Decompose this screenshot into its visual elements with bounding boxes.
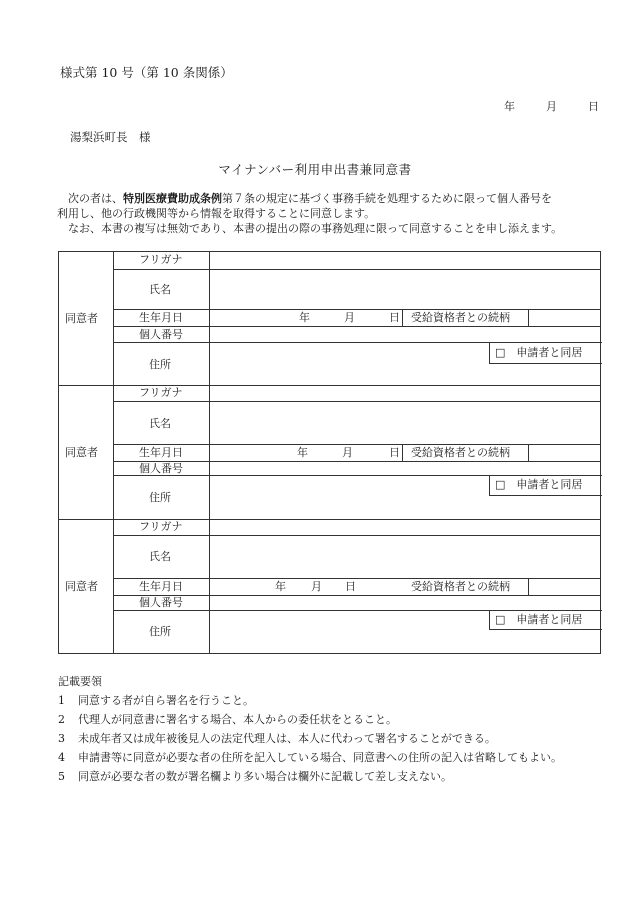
birth-day-label: 日	[345, 580, 356, 593]
note-item: 2 代理人が同意書に署名する場合、本人からの委任状をとること。	[58, 713, 397, 726]
addressee: 湯梨浜町長 様	[70, 130, 151, 144]
address-field[interactable]	[210, 343, 488, 385]
furigana-label: フリガナ	[139, 520, 183, 533]
birth-month-label: 月	[344, 311, 355, 324]
name-field[interactable]	[210, 402, 600, 444]
furigana-field[interactable]	[210, 252, 600, 269]
personal-number-field[interactable]	[210, 327, 600, 342]
birthdate-label: 生年月日	[139, 446, 183, 459]
birth-month-label: 月	[342, 446, 353, 459]
same-residence-checkbox[interactable]: □ 申請者と同居	[495, 613, 583, 626]
relationship-field[interactable]	[529, 310, 600, 326]
document-title: マイナンバー利用申出書兼同意書	[218, 162, 412, 177]
consent-block-2	[58, 385, 601, 519]
form-reference: 様式第 10 号（第 10 条関係）	[60, 65, 233, 80]
intro-ordinance-name: 特別医療費助成条例	[123, 192, 222, 205]
intro-line2: 利用し、他の行政機関等から情報を取得することに同意します。	[57, 207, 376, 220]
relationship-field[interactable]	[529, 445, 600, 461]
birth-month-label: 月	[311, 580, 322, 593]
note-item: 1 同意する者が自ら署名を行うこと。	[58, 694, 254, 707]
address-label: 住所	[149, 625, 171, 638]
consent-block-3	[58, 519, 601, 654]
date-line	[504, 98, 599, 114]
furigana-field[interactable]	[210, 520, 600, 535]
birth-year-label: 年	[275, 580, 286, 593]
address-field[interactable]	[210, 476, 488, 519]
birth-day-label: 日	[389, 446, 400, 459]
personal-number-label: 個人番号	[139, 462, 183, 475]
address-label: 住所	[149, 491, 171, 504]
birthdate-label: 生年月日	[139, 580, 183, 593]
personal-number-field[interactable]	[210, 596, 600, 610]
name-label: 氏名	[149, 417, 171, 430]
consenter-label: 同意者	[65, 312, 98, 325]
personal-number-label: 個人番号	[139, 596, 183, 609]
personal-number-field[interactable]	[210, 462, 600, 475]
consent-block-1	[58, 251, 601, 385]
personal-number-label: 個人番号	[139, 328, 183, 341]
name-label: 氏名	[149, 550, 171, 563]
date-day-label: 日	[588, 100, 599, 113]
intro-paragraph	[57, 191, 587, 236]
relationship-label: 受給資格者との続柄	[411, 580, 510, 593]
note-item: 3 未成年者又は成年被後見人の法定代理人は、本人に代わって署名することができる。	[58, 732, 496, 745]
note-item: 4 申請書等に同意が必要な者の住所を記入している場合、同意書への住所の記入は省略してもよい。	[58, 751, 562, 764]
note-item: 5 同意が必要な者の数が署名欄より多い場合は欄外に記載して差し支えない。	[58, 770, 452, 783]
relationship-label: 受給資格者との続柄	[411, 311, 510, 324]
furigana-label: フリガナ	[139, 253, 183, 266]
intro-line1-pre: 次の者は、	[68, 192, 123, 205]
same-residence-checkbox[interactable]: □ 申請者と同居	[495, 346, 583, 359]
notes-heading: 記載要領	[58, 675, 102, 688]
notes-section	[58, 672, 562, 786]
furigana-label: フリガナ	[139, 386, 183, 399]
birth-day-label: 日	[389, 311, 400, 324]
date-year-label: 年	[504, 100, 515, 113]
address-label: 住所	[149, 358, 171, 371]
same-residence-checkbox[interactable]: □ 申請者と同居	[495, 478, 583, 491]
name-field[interactable]	[210, 536, 600, 578]
address-field[interactable]	[210, 611, 488, 654]
intro-line3: なお、本書の複写は無効であり、本書の提出の際の事務処理に限って同意することを申し添えます。	[68, 222, 563, 235]
relationship-field[interactable]	[529, 579, 600, 595]
birthdate-label: 生年月日	[139, 311, 183, 324]
name-label: 氏名	[149, 283, 171, 296]
birth-year-label: 年	[299, 311, 310, 324]
birth-year-label: 年	[297, 446, 308, 459]
date-month-label: 月	[546, 100, 557, 113]
relationship-label: 受給資格者との続柄	[411, 446, 510, 459]
consenter-label: 同意者	[65, 580, 98, 593]
name-field[interactable]	[210, 270, 600, 309]
consenter-label: 同意者	[65, 446, 98, 459]
furigana-field[interactable]	[210, 386, 600, 401]
intro-line1-post: 第７条の規定に基づく事務手続を処理するために限って個人番号を	[222, 192, 552, 205]
